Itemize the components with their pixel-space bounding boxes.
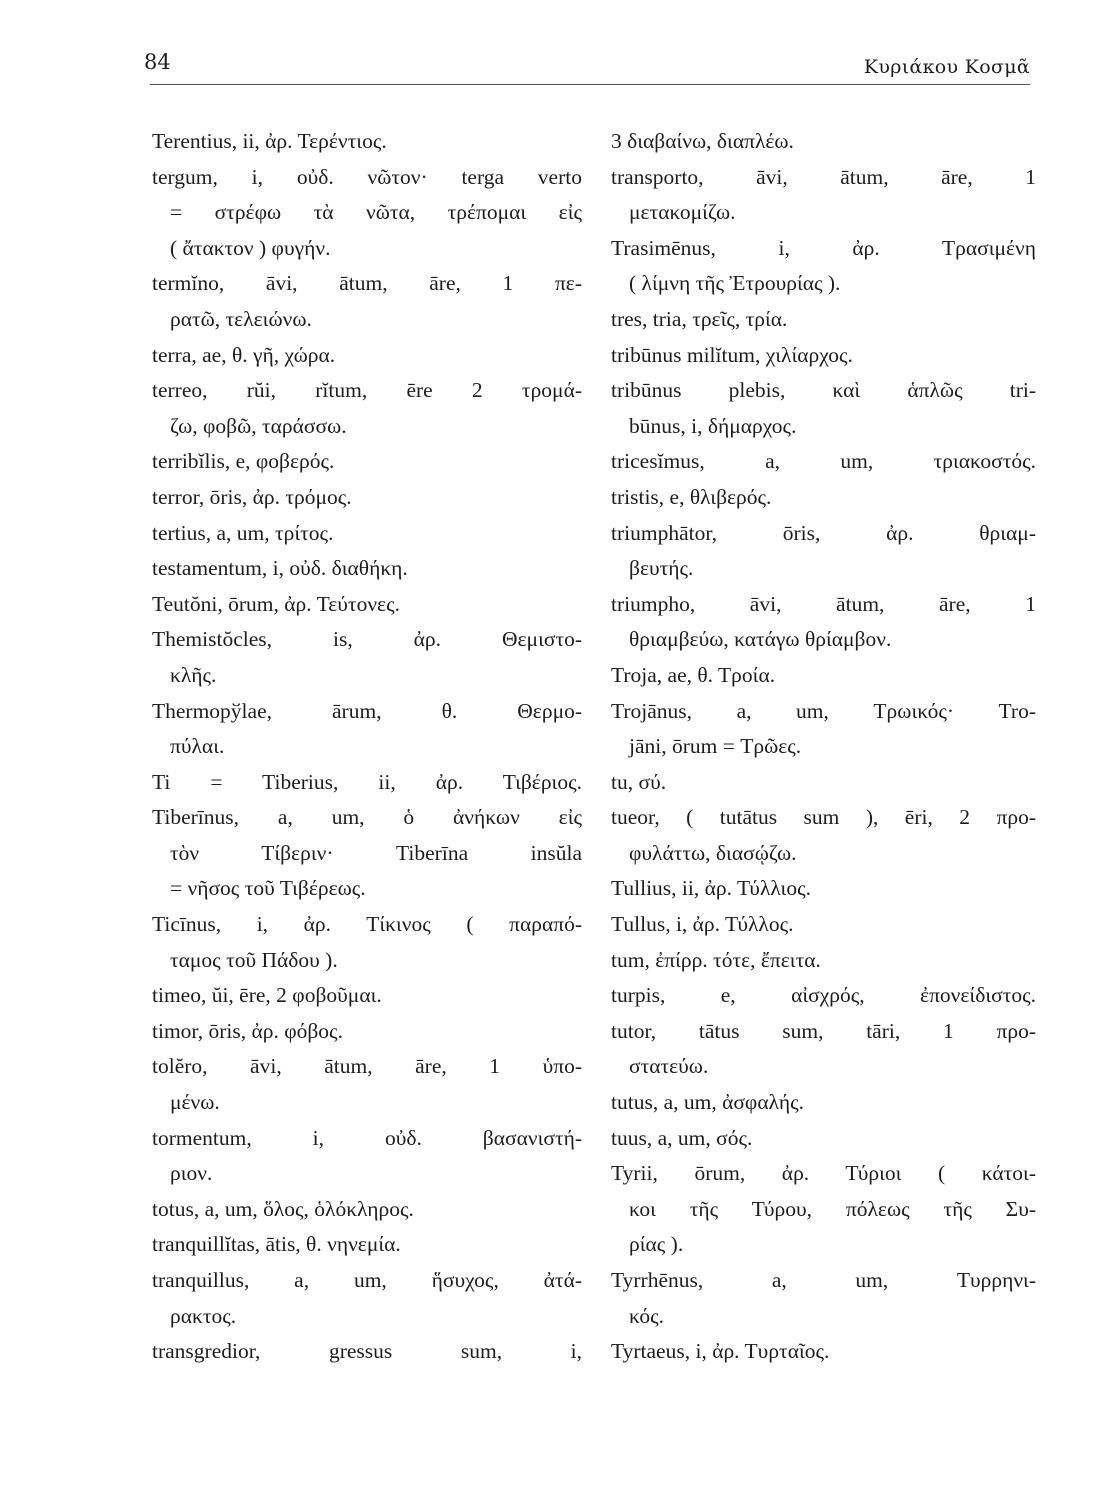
dictionary-line: termĭno, āvi, ātum, āre, 1 πε- (152, 271, 582, 296)
dictionary-line: Ticīnus, i, ἀρ. Τίκινος ( παραπό- (152, 912, 582, 937)
dictionary-line: μετακομίζω. (629, 200, 736, 225)
dictionary-line: Tyrrhēnus, a, um, Τυρρηνι- (611, 1268, 1036, 1292)
dictionary-line: terror, ōris, ἀρ. τρόμος. (152, 484, 352, 509)
dictionary-line: φυλάττω, διασῴζω. (629, 840, 797, 865)
dictionary-line: Tullus, i, ἀρ. Τύλλος. (611, 912, 794, 937)
dictionary-line: βευτής. (629, 556, 694, 581)
dictionary-line: ( ἄτακτον ) φυγήν. (170, 235, 331, 260)
left-column (152, 124, 582, 1370)
dictionary-line: ( λίμνη τῆς Ἐτρουρίας ). (629, 271, 841, 296)
dictionary-line: triumpho, āvi, ātum, āre, 1 (611, 591, 1036, 616)
dictionary-line: στατεύω. (629, 1054, 709, 1079)
dictionary-line: tres, tria, τρεῖς, τρία. (611, 306, 788, 331)
dictionary-line: Tyrtaeus, i, ἀρ. Τυρταῖος. (611, 1339, 830, 1364)
dictionary-line: būnus, i, δήμαρχος. (629, 413, 797, 438)
dictionary-line: tranquillĭtas, ātis, θ. νηνεμία. (152, 1232, 401, 1257)
dictionary-line: ρατῶ, τελειώνω. (170, 306, 312, 331)
dictionary-line: Ti = Tiberius, ii, ἀρ. Τιβέριος. (152, 769, 582, 794)
dictionary-line: Tiberīnus, a, um, ὁ ἀνήκων εἰς (152, 805, 582, 830)
dictionary-line: Terentius, ii, ἀρ. Τερέντιος. (152, 129, 387, 153)
dictionary-line: Thermopўlae, ārum, θ. Θερμο- (152, 698, 582, 723)
dictionary-line: totus, a, um, ὅλος, ὁλόκληρος. (152, 1196, 414, 1221)
dictionary-line: testamentum, i, οὐδ. διαθήκη. (152, 556, 408, 581)
dictionary-line: tricesĭmus, a, um, τριακοστός. (611, 449, 1036, 474)
dictionary-line: Teutŏni, ōrum, ἀρ. Τεύτονες. (152, 591, 400, 616)
dictionary-line: Troja, ae, θ. Τροία. (611, 662, 776, 687)
dictionary-line: turpis, e, αἰσχρός, ἐπονείδιστος. (611, 983, 1036, 1008)
dictionary-line: Themistŏcles, is, ἀρ. Θεμιστο- (152, 627, 582, 652)
dictionary-line: Tyrii, ōrum, ἀρ. Τύριοι ( κάτοι- (611, 1161, 1036, 1186)
dictionary-line: tergum, i, οὐδ. νῶτον· terga verto (152, 164, 582, 189)
right-column (611, 124, 1036, 1370)
dictionary-line: tormentum, i, οὐδ. βασανιστή- (152, 1125, 582, 1150)
page-number: 84 (144, 50, 171, 74)
dictionary-line: τὸν Τίβεριν· Tiberīna insŭla (170, 840, 582, 865)
dictionary-line: ριον. (170, 1161, 213, 1186)
dictionary-line: tolĕro, āvi, ātum, āre, 1 ὑπο- (152, 1054, 582, 1079)
dictionary-line: triumphātor, ōris, ἀρ. θριαμ- (611, 520, 1036, 545)
dictionary-line: tuus, a, um, σός. (611, 1125, 753, 1150)
dictionary-line: = στρέφω τὰ νῶτα, τρέπομαι εἰς (170, 200, 582, 225)
dictionary-line: ρίας ). (629, 1232, 684, 1257)
running-head: Κυριάκου Κοσμᾶ (863, 56, 1030, 78)
dictionary-line: terreo, rŭi, rĭtum, ēre 2 τρομά- (152, 378, 582, 403)
dictionary-line: tranquillus, a, um, ἥσυχος, ἀτά- (152, 1268, 582, 1292)
dictionary-line: transporto, āvi, ātum, āre, 1 (611, 164, 1036, 189)
dictionary-line: jāni, ōrum = Τρῶες. (629, 734, 802, 759)
dictionary-line: κός. (629, 1303, 665, 1328)
dictionary-line: ζω, φοβῶ, ταράσσω. (170, 413, 347, 438)
dictionary-line: = νῆσος τοῦ Τιβέρεως. (170, 876, 366, 901)
dictionary-line: μένω. (170, 1090, 220, 1115)
dictionary-line: κλῆς. (170, 662, 217, 687)
dictionary-line: timeo, ŭi, ēre, 2 φοβοῦμαι. (152, 983, 382, 1008)
dictionary-line: tutus, a, um, ἀσφαλής. (611, 1090, 804, 1115)
dictionary-line: ταμος τοῦ Πάδου ). (170, 947, 338, 972)
dictionary-line: tribūnus plebis, καὶ ἁπλῶς tri- (611, 378, 1036, 403)
dictionary-line: tutor, tātus sum, tāri, 1 προ- (611, 1018, 1036, 1043)
dictionary-line: θριαμβεύω, κατάγω θρίαμβον. (629, 627, 892, 652)
dictionary-line: 3 διαβαίνω, διαπλέω. (611, 129, 794, 153)
dictionary-line: transgredior, gressus sum, i, (152, 1339, 582, 1364)
dictionary-line: terra, ae, θ. γῆ, χώρα. (152, 342, 336, 367)
dictionary-line: timor, ōris, ἀρ. φόβος. (152, 1018, 343, 1043)
dictionary-line: terribĭlis, e, φοβερός. (152, 449, 335, 474)
dictionary-line: tueor, ( tutātus sum ), ēri, 2 προ- (611, 805, 1036, 830)
dictionary-line: Tullius, ii, ἀρ. Τύλλιος. (611, 876, 811, 901)
dictionary-line: tristis, e, θλιβερός. (611, 484, 772, 509)
page-header (144, 44, 1030, 85)
dictionary-line: κοι τῆς Τύρου, πόλεως τῆς Συ- (629, 1196, 1036, 1221)
dictionary-line: tu, σύ. (611, 769, 667, 794)
dictionary-line: ρακτος. (170, 1303, 237, 1328)
dictionary-line: Trojānus, a, um, Τρωικός· Tro- (611, 698, 1036, 723)
dictionary-line: tertius, a, um, τρίτος. (152, 520, 334, 545)
dictionary-line: Trasimēnus, i, ἀρ. Τρασιμένη (611, 235, 1036, 260)
dictionary-line: πύλαι. (170, 734, 225, 759)
dictionary-line: tribūnus milĭtum, χιλίαρχος. (611, 342, 853, 367)
dictionary-line: tum, ἐπίρρ. τότε, ἔπειτα. (611, 947, 821, 972)
